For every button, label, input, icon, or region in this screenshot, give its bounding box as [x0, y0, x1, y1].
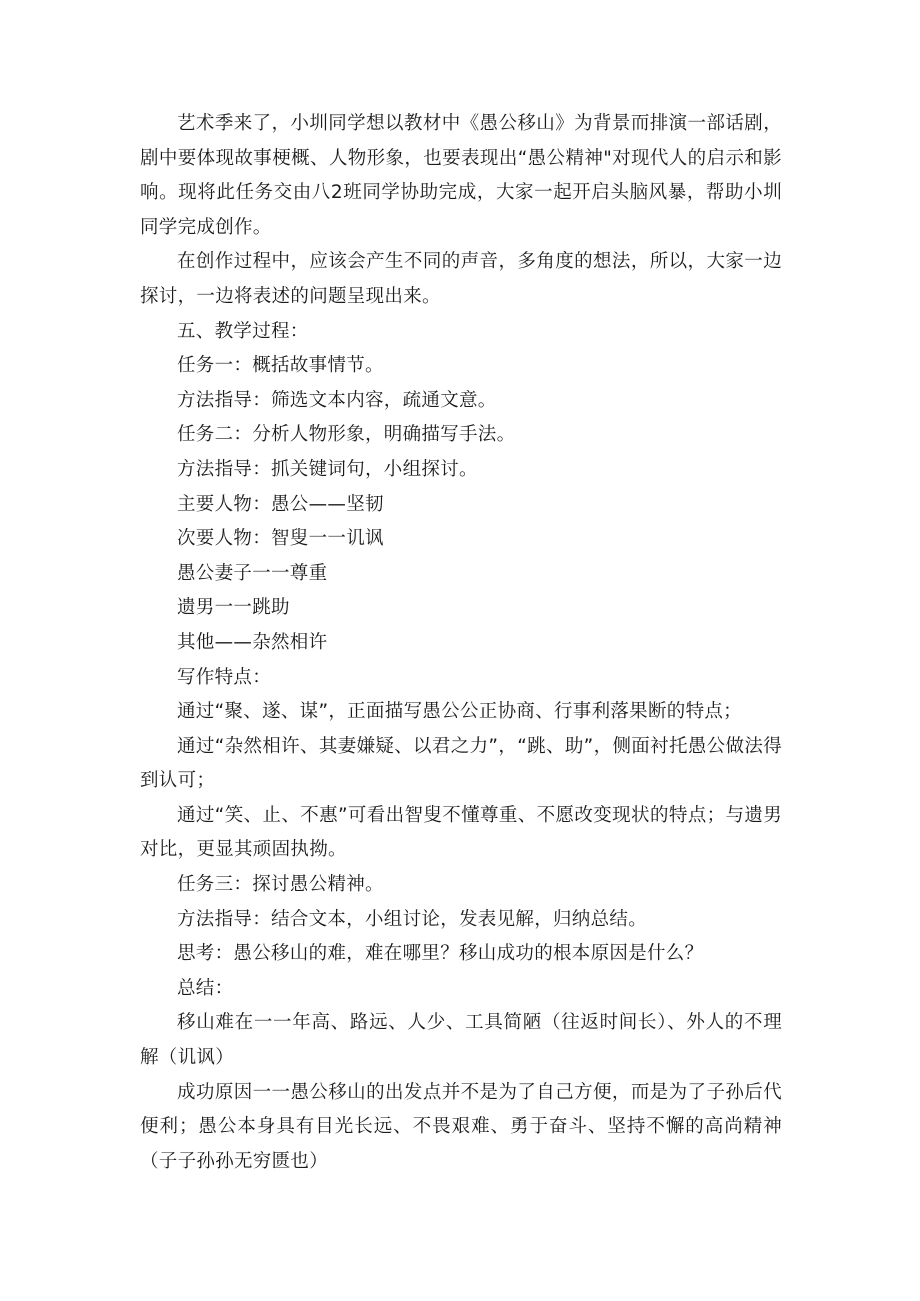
writing-features-heading: 写作特点：: [177, 666, 272, 688]
writing-feature-direct: 通过“聚、遂、谋”，正面描写愚公公正协商、行事利落果断的特点；: [177, 701, 742, 723]
method-guide-three: 方法指导：结合文本，小组讨论，发表见解，归纳总结。: [177, 908, 648, 930]
paragraph-intro: 艺术季来了，小圳同学想以教材中《愚公移山》为背景而排演一部话剧，剧中要体现故事梗概、人物形象，也要表现出“愚公精神"对现代人的启示和影响。现将此任务交由八2班同学协助完成，大家一起开启头脑风暴，帮助小圳同学完成创作。: [140, 113, 782, 238]
secondary-character: 次要人物：智叟一一讥讽: [177, 528, 384, 550]
character-boy: 遗男一一跳助: [177, 597, 290, 619]
character-others: 其他——杂然相许: [177, 631, 328, 653]
method-guide-one: 方法指导：筛选文本内容，疏通文意。: [177, 389, 497, 411]
main-character: 主要人物：愚公——坚韧: [177, 493, 384, 515]
task-three: 任务三：探讨愚公精神。: [177, 874, 384, 896]
section-heading-teaching-process: 五、教学过程：: [177, 320, 309, 342]
summary-heading: 总结：: [177, 977, 234, 999]
character-wife: 愚公妻子一一尊重: [177, 562, 328, 584]
method-guide-two: 方法指导：抓关键词句，小组探讨。: [177, 458, 478, 480]
document-body: [140, 107, 782, 1179]
writing-feature-contrast: 通过“笑、止、不惠”可看出智叟不懂尊重、不愿改变现状的特点；与遗男对比，更显其顽固执拗。: [140, 804, 782, 861]
task-two: 任务二：分析人物形象，明确描写手法。: [177, 424, 516, 446]
summary-difficulty: 移山难在一一年高、路远、人少、工具简陋（往返时间长）、外人的不理解（讥讽）: [140, 1012, 782, 1069]
task-one: 任务一：概括故事情节。: [177, 355, 384, 377]
summary-success-reason: 成功原因一一愚公移山的出发点并不是为了自己方便，而是为了子孙后代便利；愚公本身具有目光长远、不畏艰难、勇于奋斗、坚持不懈的高尚精神（子子孙孙无穷匮也）: [140, 1081, 782, 1172]
thinking-question: 思考：愚公移山的难，难在哪里？移山成功的根本原因是什么？: [177, 943, 704, 965]
paragraph-process: 在创作过程中，应该会产生不同的声音，多角度的想法，所以，大家一边探讨，一边将表述的问题呈现出来。: [140, 251, 782, 307]
writing-feature-indirect: 通过“杂然相许、其妻嫌疑、以君之力”，“跳、助”，侧面衬托愚公做法得到认可；: [140, 735, 782, 792]
